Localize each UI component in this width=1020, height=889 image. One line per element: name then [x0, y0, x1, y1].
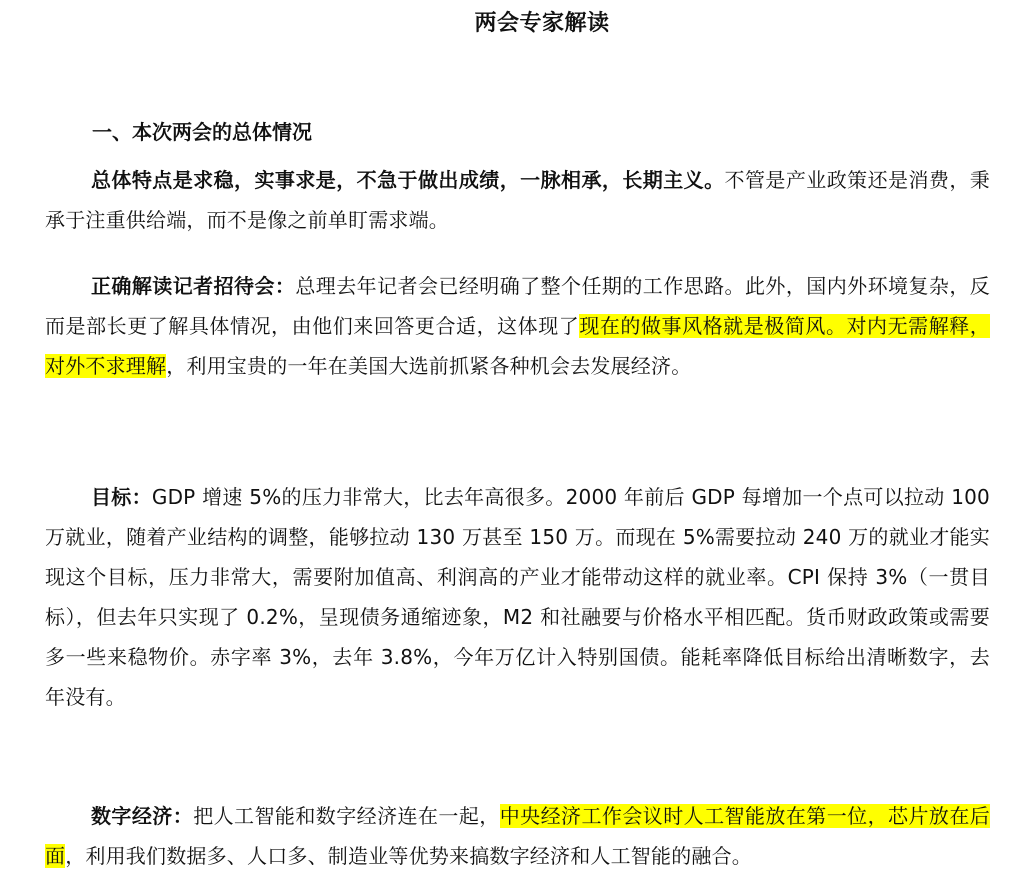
document-title: 两会专家解读 — [474, 11, 610, 36]
highlighted-text: 中央经济工作会议时人工智能放在第一位，芯片放在后面 — [45, 804, 990, 868]
paragraph-text: ，利用我们数据多、人口多、制造业等优势来搞数字经济和人工智能的融合。 — [65, 844, 753, 868]
paragraph-lead-bold: 目标： — [91, 485, 152, 509]
paragraph-text: 把人工智能和数字经济连在一起， — [193, 804, 500, 828]
paragraph-press-conference — [45, 266, 990, 386]
paragraph-lead-bold: 数字经济： — [91, 804, 194, 828]
paragraph-overall-features — [45, 160, 990, 240]
paragraph-digital-economy — [45, 796, 990, 876]
paragraph-text: 不管是产业政策还是消费，秉承于注重供给端，而不是像之前单盯需求端。 — [45, 168, 990, 232]
paragraph-lead-bold: 正确解读记者招待会： — [91, 274, 296, 298]
paragraph-targets — [45, 477, 990, 717]
paragraph-text: ，利用宝贵的一年在美国大选前抓紧各种机会去发展经济。 — [166, 354, 692, 378]
section-heading: 一、本次两会的总体情况 — [92, 120, 312, 144]
paragraph-text: 总理去年记者会已经明确了整个任期的工作思路。此外，国内外环境复杂，反而是部长更了解具体情况，由他们来回答更合适，这体现了 — [45, 274, 990, 338]
paragraph-lead-bold: 总体特点是求稳，实事求是，不急于做出成绩，一脉相承，长期主义。 — [91, 168, 725, 192]
highlighted-text: 现在的做事风格就是极简风。对内无需解释，对外不求理解 — [45, 314, 990, 378]
paragraph-text: GDP 增速 5%的压力非常大，比去年高很多。2000 年前后 GDP 每增加一个点可以拉动 100 万就业，随着产业结构的调整，能够拉动 130 万甚至 150 万。而现在 5%需要拉动 240 万的就业才能实现这个目标，压力非常大，需要附加值高、利润高的产业才能带动这样的就业率。CPI 保持 3%（一贯目标），但去年只实现了 0.2%，呈现债务通缩迹象，M2 和社融要与价格水平相匹配。货币财政政策或需要多一些来稳物价。赤字率 3%，去年 3.8%，今年万亿计入特别国债。能耗率降低目标给出清晰数字，去年没有。 — [45, 485, 990, 709]
